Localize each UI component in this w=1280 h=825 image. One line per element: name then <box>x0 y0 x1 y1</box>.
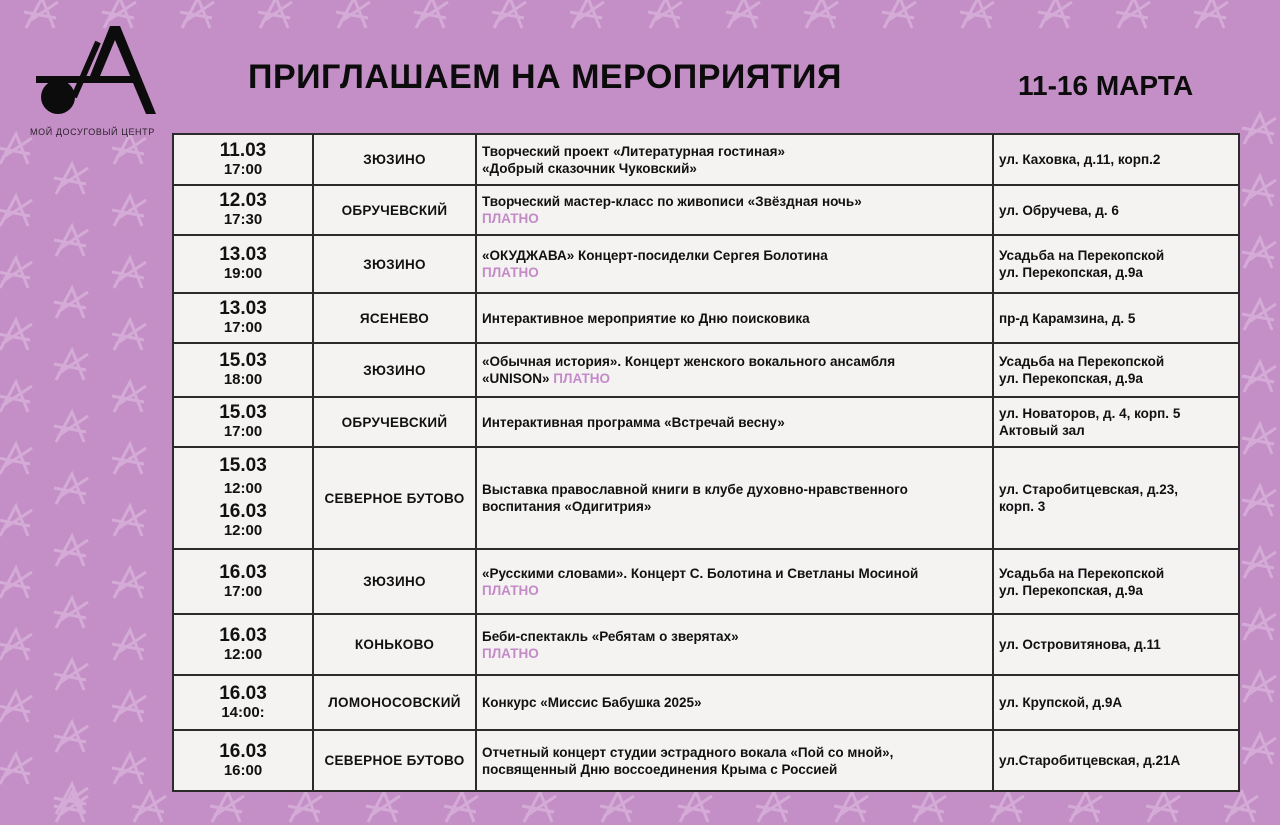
address-cell <box>993 549 1239 614</box>
date-cell <box>173 134 313 185</box>
paid-badge: ПЛАТНО <box>482 645 539 661</box>
address-line: ул. Обручева, д. 6 <box>999 202 1119 218</box>
event-cell <box>476 343 993 397</box>
district-cell: ОБРУЧЕВСКИЙ <box>313 185 476 235</box>
pattern-motif <box>54 722 88 752</box>
pattern-motif <box>0 754 32 784</box>
event-title-line: «ОКУДЖАВА» Концерт-посиделки Сергея Болотина <box>482 248 828 263</box>
pattern-motif <box>990 792 1024 822</box>
event-cell <box>476 134 993 185</box>
table-row <box>173 293 1239 343</box>
table-row <box>173 730 1239 791</box>
event-cell <box>476 730 993 791</box>
event-time: 17:00 <box>223 423 263 440</box>
event-time: 14:00: <box>221 703 265 721</box>
event-cell <box>476 675 993 730</box>
event-title-line: Конкурс «Миссис Бабушка 2025» <box>482 695 702 710</box>
pattern-motif <box>54 226 88 256</box>
event-date: 15.03 <box>219 350 267 371</box>
pattern-motif <box>1242 238 1276 268</box>
pattern-motif <box>112 444 146 474</box>
date-cell <box>173 293 313 343</box>
table-row <box>173 614 1239 675</box>
event-title-line: воспитания «Одигитрия» <box>482 499 652 514</box>
pattern-motif <box>366 792 400 822</box>
paid-badge: ПЛАТНО <box>482 211 539 226</box>
address-line: пр-д Карамзина, д. 5 <box>999 310 1136 326</box>
date-cell <box>173 675 313 730</box>
date-cell <box>173 549 313 614</box>
event-cell <box>476 235 993 293</box>
pattern-motif <box>492 0 526 28</box>
pattern-motif <box>756 792 790 822</box>
pattern-motif <box>1242 424 1276 454</box>
pattern-motif <box>0 320 32 350</box>
event-time: 17:30 <box>223 211 263 228</box>
pattern-motif <box>648 0 682 28</box>
logo-caption: МОЙ ДОСУГОВЫЙ ЦЕНТР <box>30 127 155 137</box>
table-row <box>173 397 1239 447</box>
address-line: ул. Перекопская, д.9а <box>999 265 1143 280</box>
pattern-motif <box>1242 114 1276 144</box>
pattern-motif <box>1242 610 1276 640</box>
pattern-motif <box>132 792 166 822</box>
pattern-motif <box>112 568 146 598</box>
address-line: Актовый зал <box>999 423 1085 438</box>
address-line: Усадьба на Перекопской <box>999 248 1165 263</box>
table-row <box>173 235 1239 293</box>
pattern-motif <box>288 792 322 822</box>
address-line: ул.Старобитцевская, д.21А <box>999 753 1181 768</box>
pattern-motif <box>0 630 32 660</box>
event-date: 11.03 <box>219 139 267 161</box>
pattern-motif <box>1242 486 1276 516</box>
table-row <box>173 185 1239 235</box>
event-cell <box>476 185 993 235</box>
address-line: Усадьба на Перекопской <box>999 565 1165 581</box>
event-date: 13.03 <box>219 298 267 319</box>
event-time: 17:00 <box>223 160 263 178</box>
pattern-motif <box>112 320 146 350</box>
address-cell <box>993 614 1239 675</box>
district-cell: ЗЮЗИНО <box>313 134 476 185</box>
pattern-motif <box>726 0 760 28</box>
pattern-motif <box>112 506 146 536</box>
page-title: ПРИГЛАШАЕМ НА МЕРОПРИЯТИЯ <box>248 58 842 96</box>
pattern-motif <box>54 660 88 690</box>
pattern-motif <box>1194 0 1228 28</box>
date-cell <box>173 235 313 293</box>
pattern-motif <box>112 258 146 288</box>
event-title-line: Отчетный концерт студии эстрадного вокала «Пой со мной», <box>482 744 894 760</box>
event-date: 15.03 <box>219 402 267 423</box>
event-cell <box>476 397 993 447</box>
event-time: 17:00 <box>223 319 263 336</box>
pattern-motif <box>112 382 146 412</box>
date-cell <box>173 730 313 791</box>
address-line: ул. Каховка, д.11, корп.2 <box>999 152 1161 167</box>
event-title-line: Интерактивное мероприятие ко Дню поисковика <box>482 310 810 326</box>
pattern-motif <box>54 164 88 194</box>
event-title-line: «Добрый сказочник Чуковский» <box>482 160 697 176</box>
pattern-motif <box>54 288 88 318</box>
pattern-motif <box>678 792 712 822</box>
paid-badge: ПЛАТНО <box>553 371 611 386</box>
address-cell <box>993 134 1239 185</box>
date-cell <box>173 614 313 675</box>
address-line: ул. Перекопская, д.9а <box>999 582 1143 598</box>
event-time: 17:00 <box>223 582 263 600</box>
date-cell <box>173 397 313 447</box>
pattern-motif <box>54 598 88 628</box>
pattern-motif <box>0 382 32 412</box>
pattern-motif <box>0 444 32 474</box>
address-cell <box>993 447 1239 549</box>
table-row <box>173 447 1239 549</box>
event-date: 16.03 <box>219 624 267 646</box>
paid-badge: ПЛАТНО <box>482 265 539 280</box>
address-cell <box>993 293 1239 343</box>
district-cell: ЗЮЗИНО <box>313 343 476 397</box>
pattern-motif <box>570 0 604 28</box>
event-title-line: «Обычная история». Концерт женского вокального ансамбля <box>482 354 896 369</box>
district-cell: ЗЮЗИНО <box>313 235 476 293</box>
pattern-motif <box>54 536 88 566</box>
event-title-line: посвященный Дню воссоединения Крыма с Россией <box>482 761 838 777</box>
pattern-motif <box>54 784 88 814</box>
pattern-motif <box>180 0 214 28</box>
pattern-motif <box>112 630 146 660</box>
district-cell: ОБРУЧЕВСКИЙ <box>313 397 476 447</box>
table-row <box>173 675 1239 730</box>
pattern-motif <box>1116 0 1150 28</box>
address-cell <box>993 185 1239 235</box>
district-cell: СЕВЕРНОЕ БУТОВО <box>313 447 476 549</box>
date-cell <box>173 343 313 397</box>
address-line: ул. Старобитцевская, д.23, <box>999 482 1179 497</box>
pattern-motif <box>1242 300 1276 330</box>
pattern-motif <box>444 792 478 822</box>
pattern-motif <box>522 792 556 822</box>
district-cell: СЕВЕРНОЕ БУТОВО <box>313 730 476 791</box>
event-date-2: 16.03 <box>219 501 267 522</box>
pattern-motif <box>912 792 946 822</box>
pattern-motif <box>834 792 868 822</box>
table-row <box>173 343 1239 397</box>
pattern-motif <box>54 474 88 504</box>
pattern-motif <box>0 692 32 722</box>
pattern-motif <box>54 412 88 442</box>
pattern-motif <box>882 0 916 28</box>
pattern-motif <box>1242 362 1276 392</box>
event-title-line: Выставка православной книги в клубе духовно-нравственного <box>482 482 908 497</box>
district-cell: ЗЮЗИНО <box>313 549 476 614</box>
event-time: 12:00 <box>223 645 263 663</box>
pattern-motif <box>414 0 448 28</box>
event-cell <box>476 549 993 614</box>
event-date: 15.03 <box>219 455 267 476</box>
pattern-motif <box>1146 792 1180 822</box>
paid-badge: ПЛАТНО <box>482 582 539 598</box>
event-cell <box>476 447 993 549</box>
pattern-motif <box>54 792 88 822</box>
pattern-motif <box>1242 176 1276 206</box>
district-cell: КОНЬКОВО <box>313 614 476 675</box>
events-table <box>172 133 1240 792</box>
pattern-motif <box>0 196 32 226</box>
pattern-motif <box>1224 792 1258 822</box>
event-title-line: Творческий проект «Литературная гостиная» <box>482 143 786 159</box>
date-cell <box>173 185 313 235</box>
pattern-motif <box>600 792 634 822</box>
district-cell: ЛОМОНОСОВСКИЙ <box>313 675 476 730</box>
pattern-motif <box>1242 548 1276 578</box>
pattern-motif <box>1242 672 1276 702</box>
logo-icon <box>28 22 178 142</box>
address-line: ул. Новаторов, д. 4, корп. 5 <box>999 406 1181 421</box>
pattern-motif <box>0 506 32 536</box>
event-time-2: 12:00 <box>223 522 263 539</box>
table-row <box>173 134 1239 185</box>
date-cell <box>173 447 313 549</box>
pattern-motif <box>112 692 146 722</box>
pattern-motif <box>210 792 244 822</box>
event-cell <box>476 614 993 675</box>
table-row <box>173 549 1239 614</box>
pattern-motif <box>1068 792 1102 822</box>
event-time: 16:00 <box>223 761 263 779</box>
pattern-motif <box>54 350 88 380</box>
date-range: 11-16 МАРТА <box>1018 70 1194 101</box>
event-date: 16.03 <box>219 561 267 583</box>
event-date: 16.03 <box>219 740 267 762</box>
address-line: ул. Островитянова, д.11 <box>999 637 1161 652</box>
pattern-motif <box>0 568 32 598</box>
event-title-line: «Русскими словами». Концерт С. Болотина и Светланы Мосиной <box>482 565 919 581</box>
event-title-line: Интерактивная программа «Встречай весну» <box>482 414 785 430</box>
address-cell <box>993 675 1239 730</box>
address-line: ул. Перекопская, д.9а <box>999 371 1143 386</box>
pattern-motif <box>112 754 146 784</box>
pattern-motif <box>258 0 292 28</box>
event-cell <box>476 293 993 343</box>
address-cell <box>993 730 1239 791</box>
pattern-motif <box>1242 734 1276 764</box>
event-date: 13.03 <box>219 244 267 265</box>
event-date: 12.03 <box>219 190 267 211</box>
address-cell <box>993 397 1239 447</box>
pattern-motif <box>1038 0 1072 28</box>
address-line: корп. 3 <box>999 499 1046 514</box>
address-cell <box>993 343 1239 397</box>
district-cell: ЯСЕНЕВО <box>313 293 476 343</box>
event-time: 12:00 <box>223 480 263 497</box>
event-title-line: Творческий мастер-класс по живописи «Звёздная ночь» <box>482 194 862 209</box>
address-line: Усадьба на Перекопской <box>999 354 1165 369</box>
address-line: ул. Крупской, д.9А <box>999 695 1123 710</box>
pattern-motif <box>112 196 146 226</box>
pattern-motif <box>0 258 32 288</box>
event-date: 16.03 <box>219 682 267 704</box>
address-cell <box>993 235 1239 293</box>
event-time: 19:00 <box>223 265 263 282</box>
pattern-motif <box>960 0 994 28</box>
event-time: 18:00 <box>223 371 263 388</box>
event-title-line: «UNISON» <box>482 371 550 386</box>
pattern-motif <box>336 0 370 28</box>
event-title-line: Беби-спектакль «Ребятам о зверятах» <box>482 628 739 644</box>
pattern-motif <box>804 0 838 28</box>
